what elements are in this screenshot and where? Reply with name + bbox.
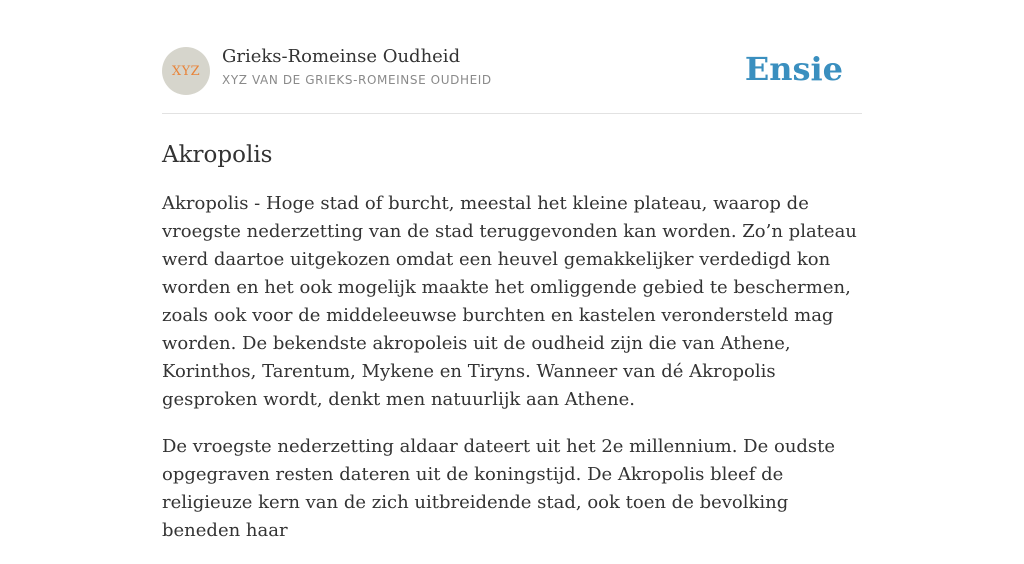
avatar[interactable]: [162, 47, 210, 95]
source-title[interactable]: Grieks-Romeinse Oudheid: [222, 46, 461, 67]
source-subtitle: XYZ VAN DE GRIEKS-ROMEINSE OUDHEID: [222, 73, 492, 87]
article-paragraph: De vroegste nederzetting aldaar dateert uit het 2e millennium. De oudste opgegraven resten dateren uit de koningstijd. De Akropolis bleef de religieuze kern van de zich uitbreidende stad, ook toen de bevolking beneden haar: [162, 436, 836, 541]
article-title: Akropolis: [162, 142, 273, 168]
content-container: [162, 0, 862, 564]
avatar-text: XYZ: [171, 63, 201, 79]
ensie-logo[interactable]: Ensie: [744, 50, 843, 88]
brand: [222, 45, 492, 89]
article-body: [162, 190, 862, 545]
header: [162, 0, 862, 114]
article-paragraph: Akropolis - Hoge stad of burcht, meestal het kleine plateau, waarop de vroegste nederzetting van de stad teruggevonden kan worden. Zo’n plateau werd daartoe uitgekozen omdat een heuvel gemakkelijker verdedigd kon worden en het ook mogelijk maakte het omliggende gebied te beschermen, zoals ook voor de middeleeuwse burchten en kastelen verondersteld mag worden. De bekendste akropoleis uit de oudheid zijn die van Athene, Korinthos, Tarentum, Mykene en Tiryns. Wanneer van dé Akropolis gesproken wordt, denkt men natuurlijk aan Athene.: [162, 193, 857, 410]
